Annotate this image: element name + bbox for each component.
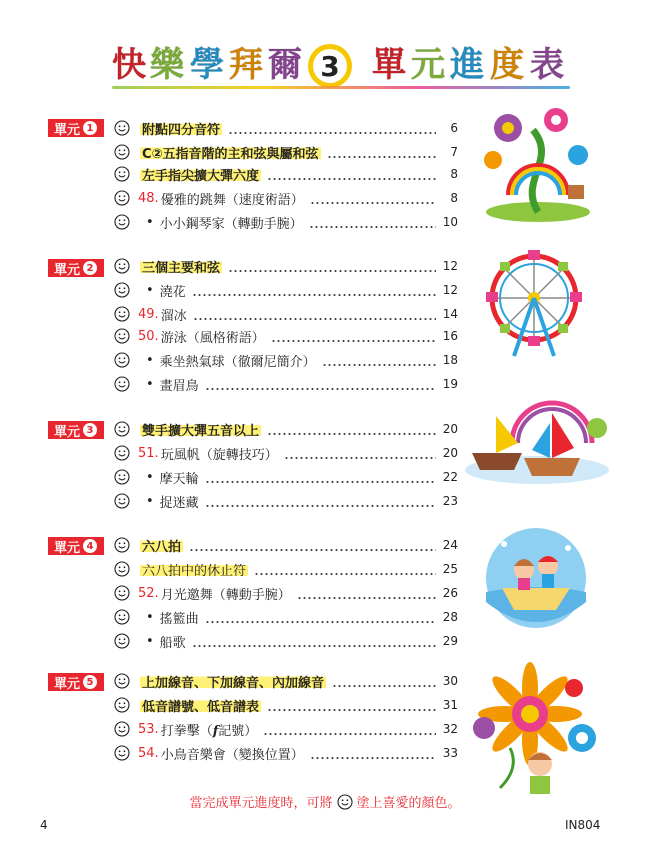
unit-tag-3	[48, 421, 104, 439]
lesson-title	[138, 165, 261, 184]
paper-boat-kids-illustration	[484, 522, 588, 634]
book-code: IN804	[565, 818, 601, 832]
leader-dots	[284, 446, 436, 460]
lesson-text-main: 船歌	[159, 635, 186, 651]
piece-number: 54.	[138, 745, 159, 761]
bullet-icon: •	[146, 214, 154, 230]
progress-row	[114, 582, 458, 604]
lesson-title	[138, 468, 199, 487]
lesson-title	[138, 119, 222, 138]
smiley-checkbox-icon[interactable]	[114, 421, 130, 437]
page-ref: 25	[442, 562, 458, 576]
progress-row	[114, 670, 458, 692]
lesson-title	[138, 492, 199, 511]
page-ref: 8	[450, 191, 458, 205]
page-number: 4	[40, 818, 48, 832]
ships-illustration	[462, 398, 612, 488]
page-ref: 16	[442, 329, 458, 343]
book-number-badge	[308, 44, 352, 88]
smiley-checkbox-icon[interactable]	[114, 537, 130, 553]
bullet-icon: •	[146, 376, 154, 392]
progress-row	[114, 325, 458, 347]
smiley-checkbox-icon[interactable]	[114, 282, 130, 298]
lesson-title	[138, 560, 248, 579]
smiley-checkbox-icon[interactable]	[114, 445, 130, 461]
lesson-text-main: 雙手擴大彈五音以上	[142, 423, 260, 439]
progress-row	[114, 466, 458, 488]
page-ref: 14	[442, 307, 458, 321]
book-number: 3	[313, 49, 347, 83]
lesson-text-main: 優雅的跳舞（速度術語）	[160, 192, 304, 208]
unit-label: 單元	[54, 424, 81, 440]
page-ref: 8	[450, 167, 458, 181]
lesson-title	[138, 632, 186, 651]
title-char: 元	[411, 45, 445, 85]
lesson-text-main: 附點四分音符	[142, 122, 221, 138]
bullet-icon: •	[146, 282, 154, 298]
leader-dots	[267, 167, 436, 181]
unit-tag-4	[48, 537, 104, 555]
title-char: 進	[450, 45, 484, 85]
page-ref: 20	[442, 446, 458, 460]
page-ref: 22	[442, 470, 458, 484]
leader-dots	[263, 722, 436, 736]
page-ref: 6	[450, 121, 458, 135]
leader-dots	[205, 377, 436, 391]
lesson-text-main: 游泳（風格術語）	[160, 330, 265, 346]
smiley-checkbox-icon[interactable]	[114, 721, 130, 737]
lesson-text	[160, 468, 199, 487]
bullet-icon: •	[146, 469, 154, 485]
progress-row	[114, 163, 458, 185]
lesson-text	[140, 143, 321, 162]
title-char: 快	[112, 45, 146, 85]
piece-number: 50.	[138, 328, 159, 344]
leader-dots	[297, 586, 436, 600]
lesson-text	[140, 165, 261, 184]
lesson-title	[138, 584, 291, 603]
lesson-title	[138, 351, 316, 370]
lesson-text	[161, 720, 258, 739]
ferris-wheel-illustration	[478, 240, 590, 360]
progress-row	[114, 418, 458, 440]
lesson-text	[140, 696, 261, 715]
lesson-title	[138, 608, 199, 627]
lesson-title	[138, 696, 261, 715]
lesson-title	[138, 744, 304, 763]
progress-row	[114, 558, 458, 580]
unit-label: 單元	[54, 676, 81, 692]
progress-row	[114, 630, 458, 652]
lesson-text-main: 摩天輪	[159, 471, 199, 487]
smiley-checkbox-icon[interactable]	[114, 214, 130, 230]
lesson-title	[138, 672, 326, 691]
lesson-text-main: 上加線音、下加線音、內加線音	[142, 675, 325, 691]
unit-tag-5	[48, 673, 104, 691]
lesson-text	[160, 492, 199, 511]
unit-label: 單元	[54, 122, 81, 138]
lesson-text-main: 打拳擊（	[160, 723, 213, 739]
lesson-title	[138, 420, 261, 439]
smiley-checkbox-icon[interactable]	[114, 352, 130, 368]
unit-label: 單元	[54, 262, 81, 278]
smiley-checkbox-icon[interactable]	[114, 609, 130, 625]
title-char: 度	[490, 45, 524, 85]
leader-dots	[193, 307, 436, 321]
page-ref: 18	[442, 353, 458, 367]
bullet-icon: •	[146, 352, 154, 368]
smiley-checkbox-icon[interactable]	[114, 745, 130, 761]
progress-row	[114, 718, 458, 740]
lesson-text-main: 三個主要和弦	[142, 260, 221, 276]
leader-dots	[205, 470, 436, 484]
smiley-checkbox-icon[interactable]	[114, 306, 130, 322]
lesson-text-main: 溜冰	[160, 308, 187, 324]
leader-dots	[192, 283, 436, 297]
smiley-checkbox-icon[interactable]	[114, 561, 130, 577]
smiley-checkbox-icon[interactable]	[114, 585, 130, 601]
lesson-text-main: 捉迷藏	[159, 495, 199, 511]
instruction-note	[0, 792, 650, 811]
piece-number: 53.	[138, 721, 159, 737]
title-char: 樂	[150, 45, 184, 85]
progress-row	[114, 742, 458, 764]
unit-number: 3	[83, 423, 97, 437]
forte-symbol: f	[212, 723, 219, 739]
note-text-after: 塗上喜愛的顏色。	[356, 796, 461, 811]
progress-row	[114, 187, 458, 209]
smiley-icon	[337, 794, 353, 810]
progress-row	[114, 694, 458, 716]
lesson-text-after: 記號）	[218, 723, 258, 739]
progress-row	[114, 349, 458, 371]
lesson-text-main: 月光邀舞（轉動手腕）	[160, 587, 291, 603]
leader-dots	[267, 698, 436, 712]
smiley-checkbox-icon[interactable]	[114, 376, 130, 392]
smiley-checkbox-icon[interactable]	[114, 493, 130, 509]
smiley-checkbox-icon[interactable]	[114, 166, 130, 182]
smiley-checkbox-icon[interactable]	[114, 190, 130, 206]
smiley-checkbox-icon[interactable]	[114, 633, 130, 649]
lesson-title	[138, 720, 257, 739]
lesson-text-main: 低音譜號、低音譜表	[142, 699, 260, 715]
leader-dots	[228, 259, 436, 273]
progress-row	[114, 442, 458, 464]
page-ref: 31	[442, 698, 458, 712]
progress-row	[114, 303, 458, 325]
lesson-text	[140, 536, 183, 555]
lesson-text	[140, 119, 222, 138]
page-ref: 12	[442, 283, 458, 297]
page-ref: 12	[442, 259, 458, 273]
bullet-icon: •	[146, 609, 154, 625]
lesson-text-main: 六八拍	[142, 539, 182, 555]
progress-row	[114, 117, 458, 139]
page-ref: 26	[442, 586, 458, 600]
smiley-checkbox-icon[interactable]	[114, 144, 130, 160]
lesson-text-main: 左手指尖擴大彈六度	[142, 168, 260, 184]
title-divider	[112, 86, 570, 89]
page-ref: 29	[442, 634, 458, 648]
leader-dots	[271, 329, 436, 343]
lesson-title	[138, 257, 222, 276]
lesson-title	[138, 189, 304, 208]
leader-dots	[322, 353, 436, 367]
leader-dots	[205, 610, 436, 624]
unit-number: 5	[83, 675, 97, 689]
leader-dots	[254, 562, 436, 576]
lesson-text-main: 小小鋼琴家（轉動手腕）	[159, 216, 303, 232]
piece-number: 48.	[138, 190, 159, 206]
lesson-text	[160, 213, 303, 232]
lesson-text-main: 畫眉鳥	[159, 378, 199, 394]
lesson-title	[138, 305, 187, 324]
page-ref: 7	[450, 145, 458, 159]
progress-row	[114, 534, 458, 556]
smiley-checkbox-icon[interactable]	[114, 469, 130, 485]
leader-dots	[267, 422, 436, 436]
lesson-title	[138, 375, 199, 394]
lesson-text	[161, 744, 304, 763]
progress-row	[114, 279, 458, 301]
page-ref: 24	[442, 538, 458, 552]
lesson-text-main: 六八拍中的休止符	[142, 563, 247, 579]
page-ref: 20	[442, 422, 458, 436]
lesson-text	[161, 189, 304, 208]
lesson-text-main: 澆花	[159, 284, 186, 300]
smiley-checkbox-icon[interactable]	[114, 258, 130, 274]
bullet-icon: •	[146, 493, 154, 509]
leader-dots	[310, 746, 436, 760]
title-char: 學	[190, 45, 224, 85]
title-char: 拜	[229, 45, 263, 85]
lesson-text-main: ②五指音階的主和弦與屬和弦	[151, 146, 319, 162]
lesson-text	[140, 672, 326, 691]
page-title	[0, 40, 650, 90]
lesson-text	[161, 444, 278, 463]
lesson-text	[160, 608, 199, 627]
leader-dots	[228, 121, 436, 135]
note-text-before: 當完成單元進度時，可將	[189, 796, 333, 811]
page-ref: 28	[442, 610, 458, 624]
progress-row	[114, 373, 458, 395]
leader-dots	[327, 145, 436, 159]
lesson-text	[140, 420, 261, 439]
piece-number: 52.	[138, 585, 159, 601]
lesson-text	[160, 632, 186, 651]
lesson-text-main: 乘坐熱氣球（徹爾尼簡介）	[159, 354, 316, 370]
smiley-checkbox-icon[interactable]	[114, 120, 130, 136]
leader-dots	[205, 494, 436, 508]
smiley-checkbox-icon[interactable]	[114, 673, 130, 689]
lesson-title	[138, 444, 278, 463]
lesson-text	[160, 281, 186, 300]
page-ref: 23	[442, 494, 458, 508]
lesson-title	[138, 281, 186, 300]
lesson-text	[160, 375, 199, 394]
lesson-text	[140, 560, 248, 579]
smiley-checkbox-icon[interactable]	[114, 328, 130, 344]
chord-prefix: C	[142, 146, 152, 162]
beanstalk-illustration	[478, 100, 598, 225]
unit-tag-1	[48, 119, 104, 137]
leader-dots	[332, 674, 436, 688]
leader-dots	[309, 215, 436, 229]
page-ref: 10	[442, 215, 458, 229]
bullet-icon: •	[146, 633, 154, 649]
unit-tag-2	[48, 259, 104, 277]
page-ref: 32	[442, 722, 458, 736]
progress-row	[114, 141, 458, 163]
title-char: 表	[530, 45, 564, 85]
unit-label: 單元	[54, 540, 81, 556]
lesson-title	[138, 327, 265, 346]
lesson-text	[161, 327, 265, 346]
page-ref: 19	[442, 377, 458, 391]
lesson-text-main: 小鳥音樂會（變換位置）	[160, 747, 304, 763]
unit-number: 1	[83, 121, 97, 135]
lesson-title	[138, 143, 321, 162]
leader-dots	[192, 634, 436, 648]
unit-number: 2	[83, 261, 97, 275]
title-char: 單	[372, 45, 406, 85]
lesson-text-main: 玩風帆（旋轉技巧）	[160, 447, 278, 463]
title-char: 爾	[268, 45, 302, 85]
lesson-title	[138, 536, 183, 555]
smiley-checkbox-icon[interactable]	[114, 697, 130, 713]
lesson-text	[161, 305, 187, 324]
flower-kid-illustration	[470, 658, 606, 798]
page-ref: 30	[442, 674, 458, 688]
lesson-text-main: 搖籃曲	[159, 611, 199, 627]
lesson-title	[138, 213, 303, 232]
leader-dots	[310, 191, 436, 205]
unit-number: 4	[83, 539, 97, 553]
progress-row	[114, 490, 458, 512]
progress-row	[114, 211, 458, 233]
page-ref: 33	[442, 746, 458, 760]
progress-row	[114, 255, 458, 277]
piece-number: 51.	[138, 445, 159, 461]
leader-dots	[189, 538, 436, 552]
lesson-text	[161, 584, 291, 603]
progress-row	[114, 606, 458, 628]
lesson-text	[140, 257, 222, 276]
lesson-text	[160, 351, 316, 370]
piece-number: 49.	[138, 306, 159, 322]
